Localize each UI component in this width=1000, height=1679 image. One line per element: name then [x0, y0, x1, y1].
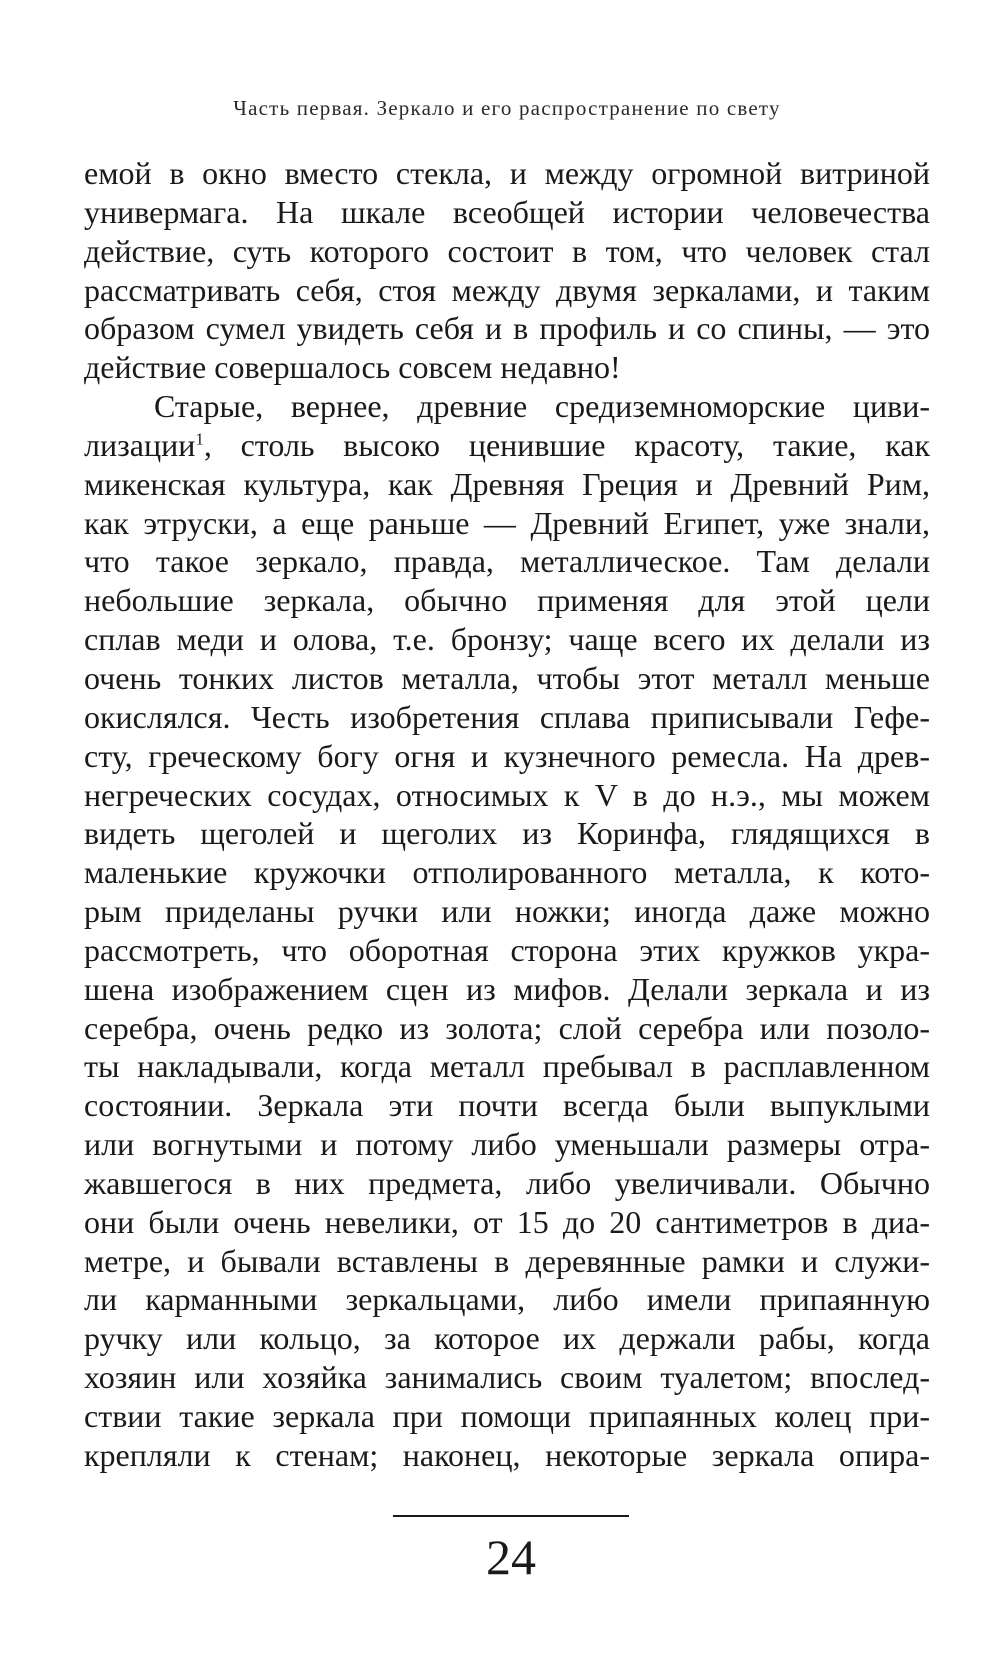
text-line: ствии такие зеркала при помощи припаянных колец при- [84, 1398, 930, 1434]
text-line: или вогнутыми и потому либо уменьшали размеры отра- [84, 1126, 930, 1163]
text-line: крепляли к стенам; наконец, некоторые зеркала опира- [84, 1436, 930, 1473]
paragraph-1 [84, 154, 930, 387]
text-line: действие совершалось совсем недавно! [84, 349, 621, 386]
text-line: хозяин или хозяйка занимались своим туалетом; впослед- [84, 1359, 930, 1396]
body-text [84, 154, 930, 1475]
text-line-with-footnote [84, 426, 930, 465]
text-line: как этруски, а еще раньше — Древний Египет, уже знали, [84, 504, 930, 541]
text-line: серебра, очень редко из золота; слой серебра или позоло- [84, 1009, 930, 1046]
text-line: ли карманными зеркальцами, либо имели припаянную [84, 1281, 930, 1318]
text-line: рассмотреть, что оборотная сторона этих кружков укра- [84, 931, 930, 968]
text-line: состоянии. Зеркала эти почти всегда были выпуклыми [84, 1087, 930, 1124]
text-line: маленькие кружочки отполированного металла, к кото- [84, 854, 930, 891]
running-head: Часть первая. Зеркало и его распространение по свету [233, 96, 781, 120]
text-line: шена изображением сцен из мифов. Делали зеркала и из [84, 970, 930, 1007]
text-line: они были очень невелики, от 15 до 20 сантиметров в диа- [84, 1203, 930, 1240]
text-line: небольшие зеркала, обычно применяя для этой цели [84, 582, 930, 619]
text-line: сплав меди и олова, т.е. бронзу; чаще всего их делали из [84, 621, 930, 658]
text-line: очень тонких листов металла, чтобы этот металл меньше [84, 659, 930, 696]
text-line: рассматривать себя, стоя между двумя зеркалами, и таким [84, 271, 930, 308]
text-line: окислялся. Честь изобретения сплава приписывали Гефе- [84, 698, 930, 735]
text-line: действие, суть которого состоит в том, что человек стал [84, 232, 930, 269]
text-line: микенская культура, как Древняя Греция и Древний Рим, [84, 465, 930, 502]
text-line: универмага. На шкале всеобщей истории человечества [84, 193, 930, 230]
footnote-mark[interactable]: 1 [195, 429, 204, 449]
text-line: Старые, вернее, древние средиземноморские циви- [154, 388, 930, 425]
page-number: 24 [486, 1529, 536, 1585]
text-line: ручку или кольцо, за которое их держали рабы, когда [84, 1320, 930, 1357]
text-line: видеть щеголей и щеголих из Коринфа, глядящихся в [84, 815, 930, 852]
paragraph-2 [84, 387, 930, 1475]
text-line: ты накладывали, когда металл пребывал в расплавленном [84, 1048, 930, 1085]
text-fragment: лизации [84, 426, 196, 463]
folio-divider [393, 1515, 629, 1517]
text-line: образом сумел увидеть себя и в профиль и со спины, — это [84, 310, 930, 347]
text-line: сту, греческому богу огня и кузнечного ремесла. На древ- [84, 737, 930, 774]
text-line: негреческих сосудах, относимых к V в до н.э., мы можем [84, 776, 930, 813]
text-fragment: , столь высоко ценившие красоту, такие, как [203, 426, 930, 463]
text-line: емой в окно вместо стекла, и между огромной витриной [84, 155, 930, 191]
text-line: метре, и бывали вставлены в деревянные рамки и служи- [84, 1242, 930, 1279]
text-line: жавшегося в них предмета, либо увеличивали. Обычно [84, 1164, 930, 1201]
text-line: рым приделаны ручки или ножки; иногда даже можно [84, 893, 930, 930]
text-line: что такое зеркало, правда, металлическое. Там делали [84, 543, 930, 580]
